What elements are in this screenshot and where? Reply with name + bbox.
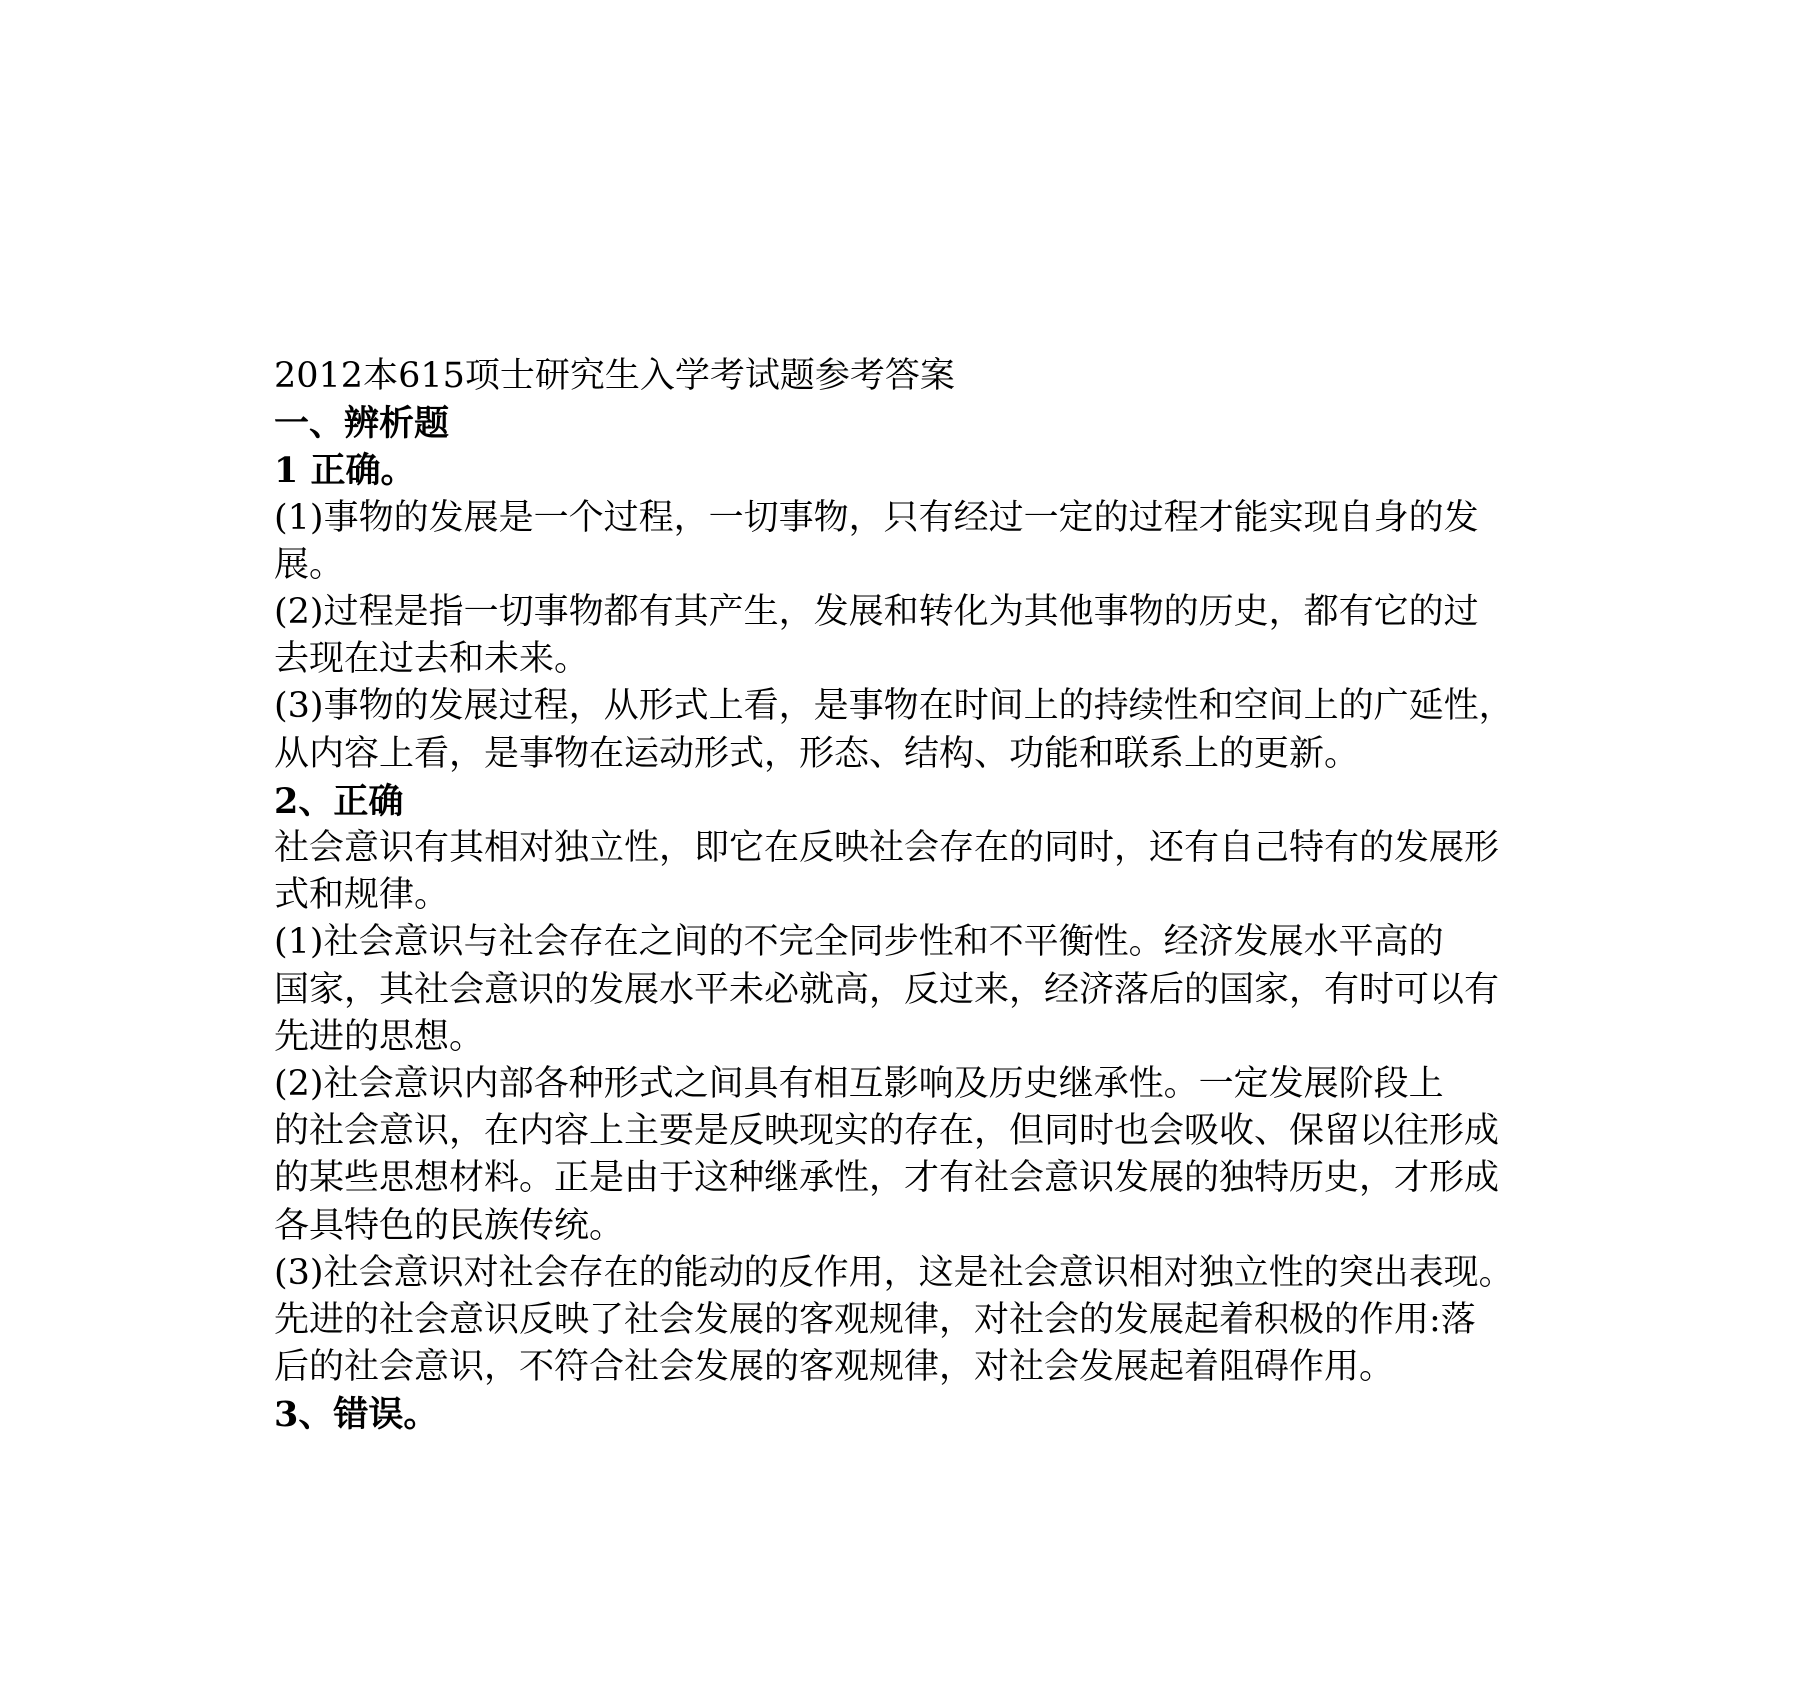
document-title: 2012本615项士研究生入学考试题参考答案	[274, 356, 955, 396]
question-1-text: (2)过程是指一切事物都有其产生，发展和转化为其他事物的历史，都有它的过	[274, 592, 1479, 633]
question-2-text: 的社会意识，在内容上主要是反映现实的存在，但同时也会吸收、保留以往形成	[274, 1111, 1500, 1152]
question-1-text: 展。	[274, 544, 345, 585]
question-2-text: (1)社会意识与社会存在之间的不完全同步性和不平衡性。经济发展水平高的	[274, 922, 1444, 963]
section-heading: 一、辨析题	[274, 403, 450, 445]
question-2-text: (3)社会意识对社会存在的能动的反作用，这是社会意识相对独立性的突出表现。	[274, 1252, 1514, 1293]
question-2-text: 国家，其社会意识的发展水平未必就高，反过来，经济落后的国家，有时可以有	[274, 969, 1500, 1010]
question-2-text: 先进的社会意识反映了社会发展的客观规律，对社会的发展起着积极的作用:落	[274, 1300, 1476, 1341]
question-2-text: 后的社会意识，不符合社会发展的客观规律，对社会发展起着阻碍作用。	[274, 1347, 1395, 1388]
question-1-text: (3)事物的发展过程，从形式上看，是事物在时间上的持续性和空间上的广延性，	[274, 686, 1514, 727]
question-2-heading: 2、正确	[274, 780, 404, 822]
question-2-text: 的某些思想材料。正是由于这种继承性，才有社会意识发展的独特历史，才形成	[274, 1158, 1500, 1199]
question-1-text: (1)事物的发展是一个过程，一切事物，只有经过一定的过程才能实现自身的发	[274, 497, 1479, 538]
document-page	[274, 353, 1536, 1439]
question-2-text: (2)社会意识内部各种形式之间具有相互影响及历史继承性。一定发展阶段上	[274, 1064, 1444, 1105]
question-2-text: 先进的思想。	[274, 1016, 485, 1057]
question-2-text: 式和规律。	[274, 875, 450, 916]
question-2-text: 社会意识有其相对独立性，即它在反映社会存在的同时，还有自己特有的发展形	[274, 828, 1500, 869]
question-2-text: 各具特色的民族传统。	[274, 1205, 625, 1246]
question-1-text: 从内容上看，是事物在运动形式，形态、结构、功能和联系上的更新。	[274, 733, 1360, 774]
question-1-heading: 1 正确。	[274, 450, 416, 492]
question-3-heading: 3、错误。	[274, 1394, 439, 1436]
question-1-text: 去现在过去和未来。	[274, 639, 590, 680]
